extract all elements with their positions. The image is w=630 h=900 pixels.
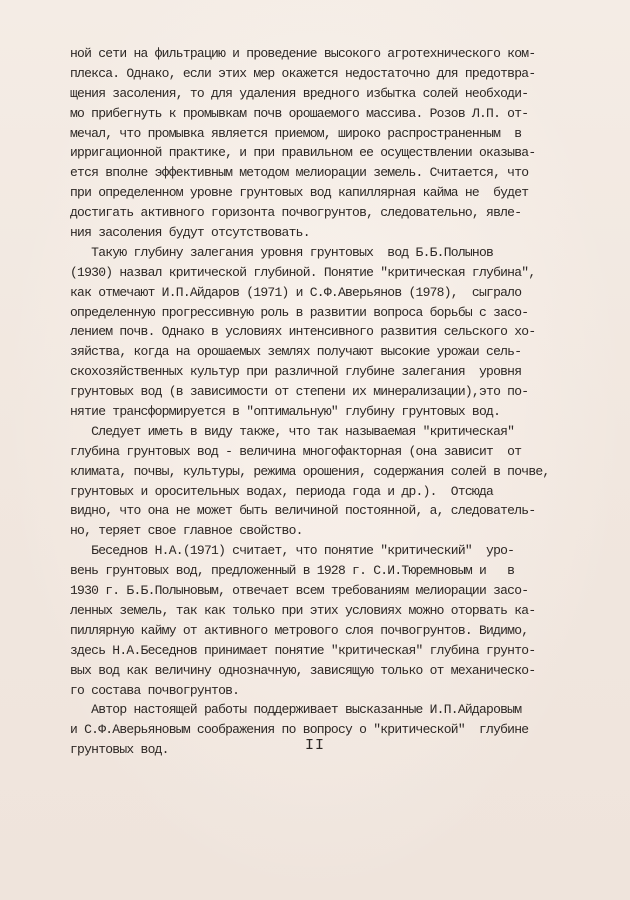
text-line: мечал, что промывка является приемом, широко распространенным в: [70, 125, 522, 141]
text-line: вых вод как величину однозначную, зависящую только от механическо-: [70, 662, 536, 678]
text-line: глубина грунтовых вод - величина многофакторная (она зависит от: [70, 443, 522, 459]
text-line: нятие трансформируется в "оптимальную" глубину грунтовых вод.: [70, 404, 501, 420]
text-line: климата, почвы, культуры, режима орошения, содержания солей в почве,: [70, 463, 550, 479]
page-number: II: [304, 737, 325, 754]
text-line: скохозяйственных культур при различной глубине залегания уровня: [70, 364, 522, 380]
text-line: 1930 г. Б.Б.Полыновым, отвечает всем требованиям мелиорации засо-: [70, 583, 529, 599]
text-line: зяйства, когда на орошаемых землях получают высокие урожаи сель-: [70, 344, 522, 360]
text-line: грунтовых вод (в зависимости от степени их минерализации),это по-: [70, 384, 529, 400]
text-line: лением почв. Однако в условиях интенсивного развития сельского хо-: [70, 324, 536, 340]
text-line: щения засоления, то для удаления вредного избытка солей необходи-: [70, 85, 529, 101]
text-line: ной сети на фильтрацию и проведение высокого агротехнического ком-: [70, 46, 536, 61]
text-line: Такую глубину залегания уровня грунтовых вод Б.Б.Полынов: [70, 244, 494, 260]
text-line: ленных земель, так как только при этих условиях можно оторвать ка-: [70, 602, 536, 618]
text-line: Следует иметь в виду также, что так называемая "критическая": [70, 423, 515, 439]
text-line: Автор настоящей работы поддерживает высказанные И.П.Айдаровым: [70, 702, 522, 718]
text-line: при определенном уровне грунтовых вод капиллярная кайма не будет: [70, 185, 529, 201]
text-line: ирригационной практике, и при правильном ее осуществлении оказыва-: [70, 145, 536, 161]
text-line: го состава почвогрунтов.: [70, 682, 240, 698]
text-line: и С.Ф.Аверьяновым соображения по вопросу о "критической" глубине: [70, 722, 529, 738]
text-line: вень грунтовых вод, предложенный в 1928 г. С.И.Тюремновым и в: [70, 563, 515, 579]
text-line: ется вполне эффективным методом мелиорации земель. Считается, что: [70, 165, 529, 181]
body-text: [70, 44, 570, 760]
text-line: мо прибегнуть к промывкам почв орошаемого массива. Розов Л.П. от-: [70, 105, 529, 121]
text-line: как отмечают И.П.Айдаров (1971) и С.Ф.Аверьянов (1978), сыграло: [70, 284, 522, 300]
text-line: грунтовых вод.: [70, 742, 169, 758]
text-line: (1930) назвал критической глубиной. Понятие "критическая глубина",: [70, 264, 536, 280]
text-line: пиллярную кайму от активного метрового слоя почвогрунтов. Видимо,: [70, 622, 529, 638]
text-line: достигать активного горизонта почвогрунтов, следовательно, явле-: [70, 205, 522, 221]
text-line: грунтовых и оросительных водах, периода года и др.). Отсюда: [70, 483, 494, 499]
text-line: плекса. Однако, если этих мер окажется недостаточно для предотвра-: [70, 65, 536, 81]
text-line: здесь Н.А.Беседнов принимает понятие "критическая" глубина грунто-: [70, 642, 536, 658]
text-line: но, теряет свое главное свойство.: [70, 523, 303, 539]
text-line: ния засоления будут отсутствовать.: [70, 225, 310, 241]
text-line: определенную прогрессивную роль в развитии вопроса борьбы с засо-: [70, 304, 529, 320]
text-line: Беседнов Н.А.(1971) считает, что понятие "критический" уро-: [70, 543, 515, 559]
text-line: видно, что она не может быть величиной постоянной, а, следователь-: [70, 503, 536, 519]
